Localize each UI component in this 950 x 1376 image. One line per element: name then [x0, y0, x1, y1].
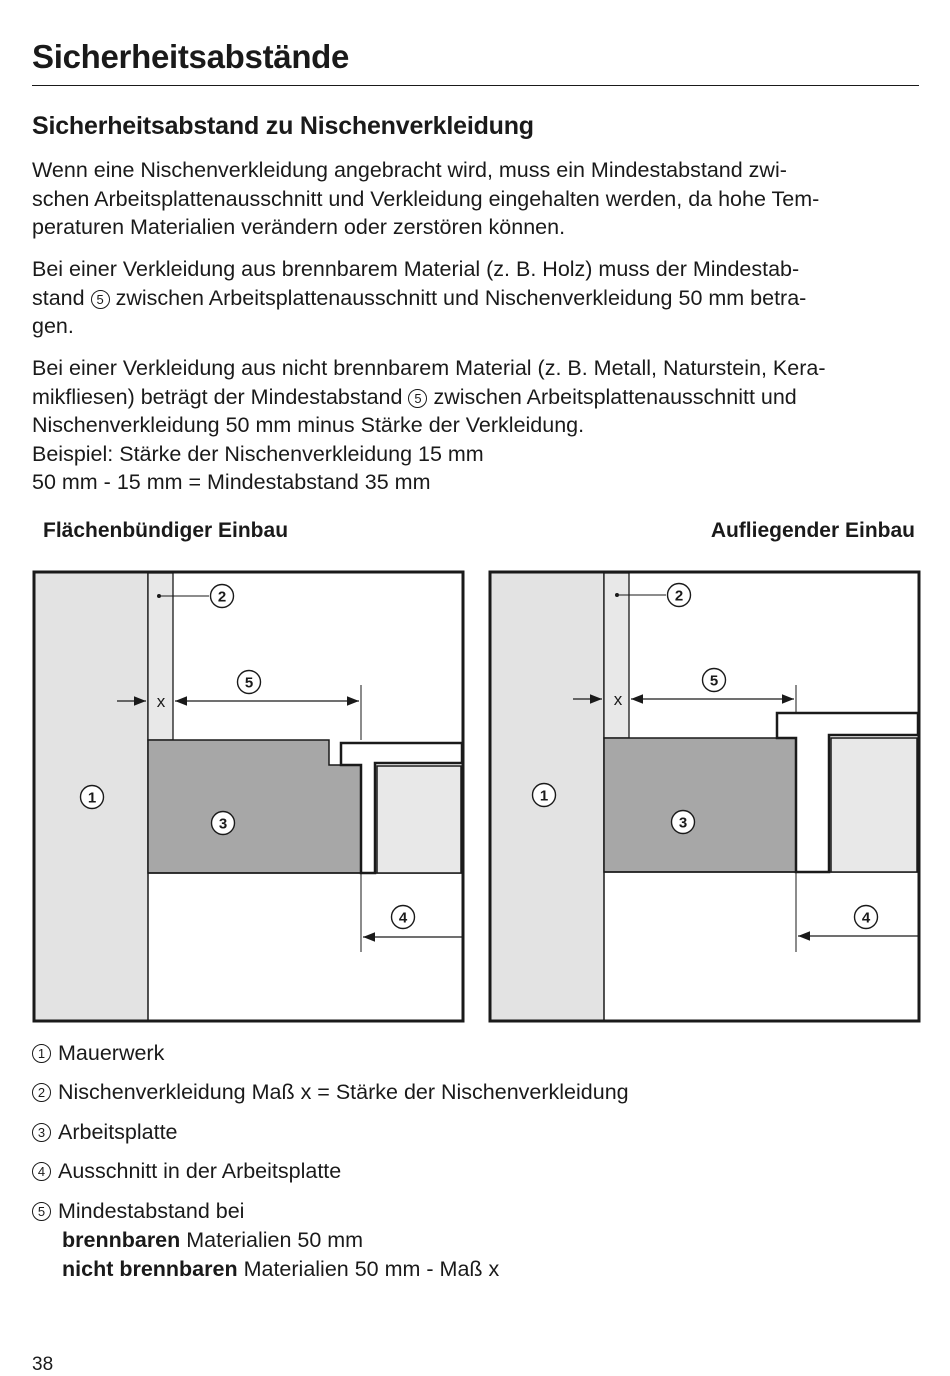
paragraph-3-line: Nischenverkleidung 50 mm minus Stärke der Verkleidung.: [32, 413, 585, 437]
marker-4: 4: [861, 909, 871, 927]
legend-item-5: [32, 1197, 499, 1284]
paragraph-2-line: [32, 284, 922, 313]
page-number: 38: [32, 1354, 54, 1375]
paragraph-3-line: [32, 383, 922, 412]
legend-number: 3: [32, 1123, 51, 1142]
legend-subline: [32, 1255, 499, 1284]
marker-2: 2: [217, 588, 227, 606]
legend-item-2: [32, 1078, 629, 1107]
marker-5: 5: [244, 674, 254, 692]
legend-subline: [32, 1226, 499, 1255]
legend-text: Mindestabstand bei: [58, 1199, 245, 1223]
paragraph-2-line: gen.: [32, 314, 74, 338]
page-heading: Sicherheitsabstände: [32, 38, 350, 75]
marker-2: 2: [674, 587, 684, 605]
x-label: x: [613, 690, 623, 709]
paragraph-2: [32, 255, 922, 341]
countertop: [148, 740, 361, 873]
legend-number: 5: [32, 1202, 51, 1221]
appliance-body: [831, 738, 917, 872]
section-heading: Sicherheitsabstand zu Nischenverkleidung: [32, 112, 534, 140]
heading-rule: [32, 85, 919, 86]
legend-number: 4: [32, 1162, 51, 1181]
legend-number: 1: [32, 1044, 51, 1063]
legend-text: Materialien 50 mm: [180, 1228, 364, 1252]
left-diagram-title: Flächenbündiger Einbau: [43, 519, 289, 542]
legend-text: Materialien 50 mm - Maß x: [237, 1257, 500, 1281]
text-fragment: stand: [32, 285, 85, 310]
marker-3: 3: [678, 814, 688, 832]
flush-installation-diagram: [32, 570, 466, 1025]
bold-term: nicht brennbaren: [62, 1257, 238, 1281]
legend-text: Nischenverkleidung Maß x = Stärke der Nischenverkleidung: [58, 1080, 629, 1104]
legend-text: Ausschnitt in der Arbeitsplatte: [58, 1159, 342, 1183]
legend-item-3: [32, 1118, 178, 1147]
legend-item-1: [32, 1039, 164, 1068]
paragraph-1-line: Wenn eine Nischenverkleidung angebracht wird, muss ein Mindestabstand zwi-: [32, 158, 787, 182]
paragraph-3: [32, 354, 922, 497]
legend-text: Arbeitsplatte: [58, 1120, 178, 1144]
niche-cladding: [604, 573, 629, 738]
paragraph-1-line: schen Arbeitsplattenausschnitt und Verkleidung eingehalten werden, da hohe Tem-: [32, 186, 820, 211]
marker-5-inline: 5: [91, 290, 110, 309]
paragraph-1: [32, 156, 922, 242]
marker-3: 3: [218, 815, 228, 833]
niche-cladding: [148, 573, 173, 740]
text-fragment: mikfliesen) beträgt der Mindestabstand: [32, 384, 403, 409]
marker-1: 1: [539, 787, 549, 805]
countertop: [604, 738, 796, 872]
paragraph-3-line: 50 mm - 15 mm = Mindestabstand 35 mm: [32, 470, 431, 494]
paragraph-3-line: Beispiel: Stärke der Nischenverkleidung 15 mm: [32, 441, 484, 466]
paragraph-3-line: Bei einer Verkleidung aus nicht brennbarem Material (z. B. Metall, Naturstein, Kera-: [32, 356, 826, 380]
marker-5-inline: 5: [408, 389, 427, 408]
right-diagram-title: Aufliegender Einbau: [710, 519, 915, 542]
x-label: x: [156, 692, 166, 711]
paragraph-1-line: peraturen Materialien verändern oder zerstören können.: [32, 215, 566, 239]
text-fragment: zwischen Arbeitsplattenausschnitt und: [433, 384, 797, 409]
legend-item-4: [32, 1157, 341, 1186]
marker-5: 5: [709, 672, 719, 690]
paragraph-2-line: Bei einer Verkleidung aus brennbarem Material (z. B. Holz) muss der Mindestab-: [32, 257, 800, 281]
legend-text: Mauerwerk: [58, 1041, 165, 1065]
marker-4: 4: [398, 909, 408, 927]
appliance-body: [377, 766, 461, 873]
legend-number: 2: [32, 1083, 51, 1102]
text-fragment: zwischen Arbeitsplattenausschnitt und Nischenverkleidung 50 mm betra-: [115, 285, 807, 310]
surface-installation-diagram: [488, 570, 922, 1025]
marker-1: 1: [87, 789, 97, 807]
bold-term: brennbaren: [62, 1228, 181, 1252]
